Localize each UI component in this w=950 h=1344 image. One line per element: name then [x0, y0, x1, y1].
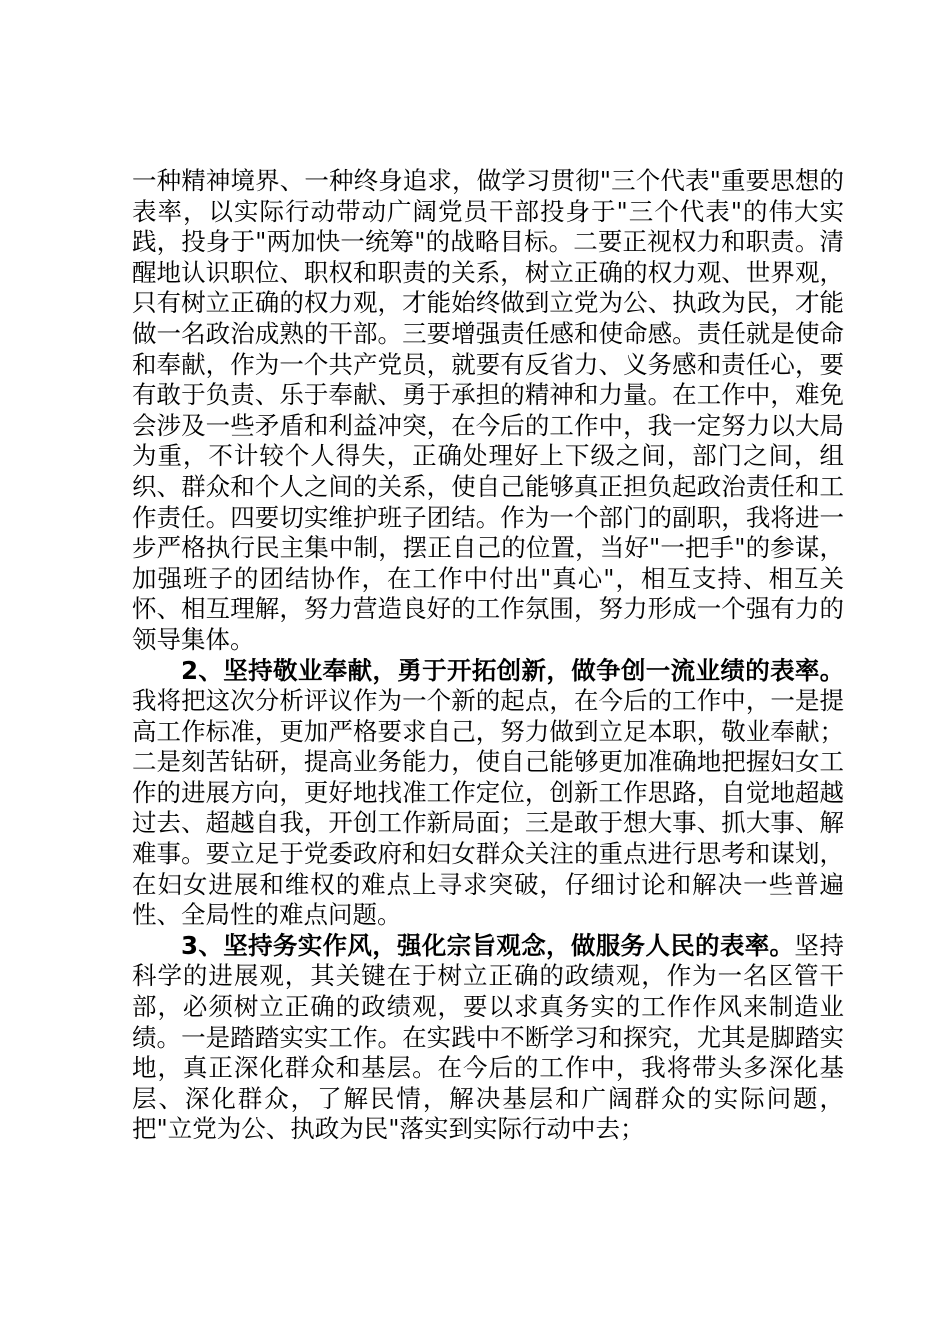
section-2	[132, 656, 844, 931]
section-3	[132, 931, 844, 1145]
section-3-heading: 3、坚持务实作风，强化宗旨观念，做服务人民的表率。	[181, 930, 795, 960]
document-body	[132, 166, 844, 1145]
section-2-body: 我将把这次分析评议作为一个新的起点，在今后的工作中，一是提高工作标准，更加严格要求自己，努力做到立足本职，敬业奉献；二是刻苦钻研，提高业务能力，使自己能够更加准确地把握妇女工作的进展方向，更好地找准工作定位，创新工作思路，自觉地超越过去、超越自我，开创工作新局面；三是敢于想大事、抓大事、解难事。要立足于党委政府和妇女群众关注的重点进行思考和谋划，在妇女进展和维权的难点上寻求突破，仔细讨论和解决一些普遍性、全局性的难点问题。	[132, 686, 844, 930]
section-2-heading: 2、坚持敬业奉献，勇于开拓创新，做争创一流业绩的表率。	[181, 655, 844, 685]
section-3-body: 坚持科学的进展观，其关键在于树立正确的政绩观，作为一名区管干部，必须树立正确的政绩观，要以求真务实的工作作风来制造业绩。一是踏踏实实工作。在实践中不断学习和探究，尤其是脚踏实地，真正深化群众和基层。在今后的工作中，我将带头多深化基层、深化群众，了解民情，解决基层和广阔群众的实际问题，把"立党为公、执政为民"落实到实际行动中去；	[132, 930, 845, 1144]
paragraph-1: 一种精神境界、一种终身追求，做学习贯彻"三个代表"重要思想的表率，以实际行动带动广阔党员干部投身于"三个代表"的伟大实践，投身于"两加快一统筹"的战略目标。二要正视权力和职责。清醒地认识职位、职权和职责的关系，树立正确的权力观、世界观，只有树立正确的权力观，才能始终做到立党为公、执政为民，才能做一名政治成熟的干部。三要增强责任感和使命感。责任就是使命和奉献，作为一个共产党员，就要有反省力、义务感和责任心，要有敢于负责、乐于奉献、勇于承担的精神和力量。在工作中，难免会涉及一些矛盾和利益冲突，在今后的工作中，我一定努力以大局为重，不计较个人得失，正确处理好上下级之间，部门之间，组织、群众和个人之间的关系，使自己能够真正担负起政治责任和工作责任。四要切实维护班子团结。作为一个部门的副职，我将进一步严格执行民主集中制，摆正自己的位置，当好"一把手"的参谋，加强班子的团结协作，在工作中付出"真心"，相互支持、相互关怀、相互理解，努力营造良好的工作氛围，努力形成一个强有力的领导集体。	[132, 166, 844, 654]
